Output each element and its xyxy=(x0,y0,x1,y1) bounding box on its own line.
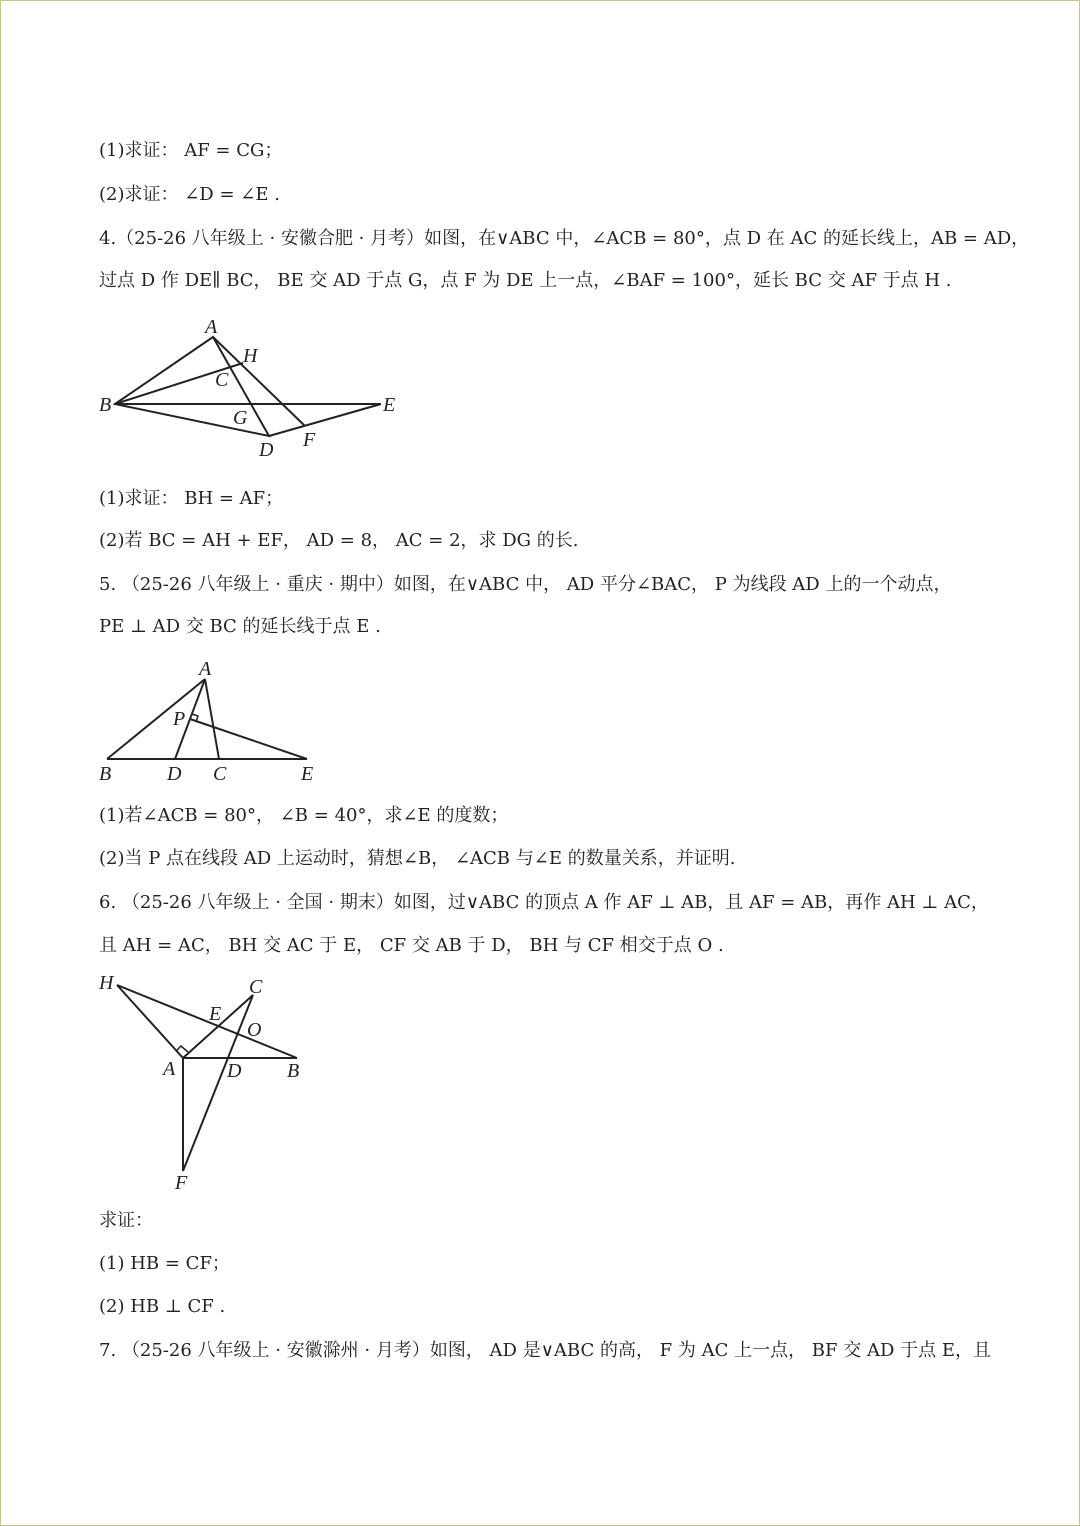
q6-label-e: E xyxy=(209,1003,222,1025)
q4-stem-line2: 过点 D 作 DE∥ BC， BE 交 AD 于点 G，点 F 为 DE 上一点，∠BAF = 100°，延长 BC 交 AF 于点 H . xyxy=(99,270,952,291)
q6-label-c: C xyxy=(249,976,263,998)
q5-label-p: P xyxy=(173,708,186,730)
q5-label-e: E xyxy=(301,763,314,785)
q4-stem-line1: 4.（25-26 八年级上 · 安徽合肥 · 月考）如图，在∨ABC 中，∠ACB = 80°，点 D 在 AC 的延长线上，AB = AD， xyxy=(99,228,1030,249)
q5-stem-line1: 5. （25-26 八年级上 · 重庆 · 期中）如图，在∨ABC 中， AD 平分∠BAC， P 为线段 AD 上的一个动点， xyxy=(99,574,952,595)
q5-label-a: A xyxy=(199,658,212,680)
q6-figure xyxy=(91,969,331,1199)
q5-part2: (2)当 P 点在线段 AD 上运动时，猜想∠B， ∠ACB 与∠E 的数量关系，并证明. xyxy=(99,848,736,869)
q5-stem-line2: PE ⊥ AD 交 BC 的延长线于点 E . xyxy=(99,616,381,637)
q4-part2: (2)若 BC = AH + EF， AD = 8， AC = 2，求 DG 的长. xyxy=(99,530,579,551)
q7-stem-line1: 7. （25-26 八年级上 · 安徽滁州 · 月考）如图， AD 是∨ABC 的高， F 为 AC 上一点， BF 交 AD 于点 E，且 xyxy=(99,1340,991,1361)
q4-label-e: E xyxy=(383,394,396,416)
q3-part1: (1)求证： AF = CG； xyxy=(99,140,283,161)
q4-label-b: B xyxy=(99,394,112,416)
q5-segment-pe xyxy=(190,719,307,759)
q6-stem-line1: 6. （25-26 八年级上 · 全国 · 期末）如图，过∨ABC 的顶点 A 作 AF ⊥ AB，且 AF = AB，再作 AH ⊥ AC， xyxy=(99,892,989,913)
q6-part1: (1) HB = CF； xyxy=(99,1253,230,1274)
q5-label-c: C xyxy=(213,763,227,785)
q6-segment-ha xyxy=(117,985,183,1058)
q6-intro: 求证： xyxy=(99,1210,153,1231)
q4-label-f: F xyxy=(303,429,316,451)
q3-part2: (2)求证： ∠D = ∠E . xyxy=(99,184,280,205)
q6-label-o: O xyxy=(247,1019,262,1041)
q6-label-f: F xyxy=(175,1172,188,1194)
q5-label-d: D xyxy=(167,763,182,785)
q6-label-h: H xyxy=(99,972,114,994)
q4-label-h: H xyxy=(243,345,258,367)
q4-label-a: A xyxy=(205,316,218,338)
q6-stem-line2: 且 AH = AC， BH 交 AC 于 E， CF 交 AB 于 D， BH 与 CF 相交于点 O . xyxy=(99,935,724,956)
q5-label-b: B xyxy=(99,763,112,785)
q5-part1: (1)若∠ACB = 80°， ∠B = 40°，求∠E 的度数； xyxy=(99,805,509,826)
q4-figure xyxy=(91,311,411,471)
q4-label-c: C xyxy=(215,369,229,391)
q6-label-a: A xyxy=(163,1058,176,1080)
q4-label-d: D xyxy=(259,439,274,461)
q6-segment-hb xyxy=(117,985,297,1058)
q6-label-b: B xyxy=(287,1060,300,1082)
q4-part1: (1)求证： BH = AF； xyxy=(99,488,284,509)
q6-part2: (2) HB ⊥ CF . xyxy=(99,1296,226,1317)
q5-figure xyxy=(91,653,331,788)
q5-segment-ac xyxy=(205,679,219,759)
q6-label-d: D xyxy=(227,1060,242,1082)
q4-label-g: G xyxy=(233,407,248,429)
